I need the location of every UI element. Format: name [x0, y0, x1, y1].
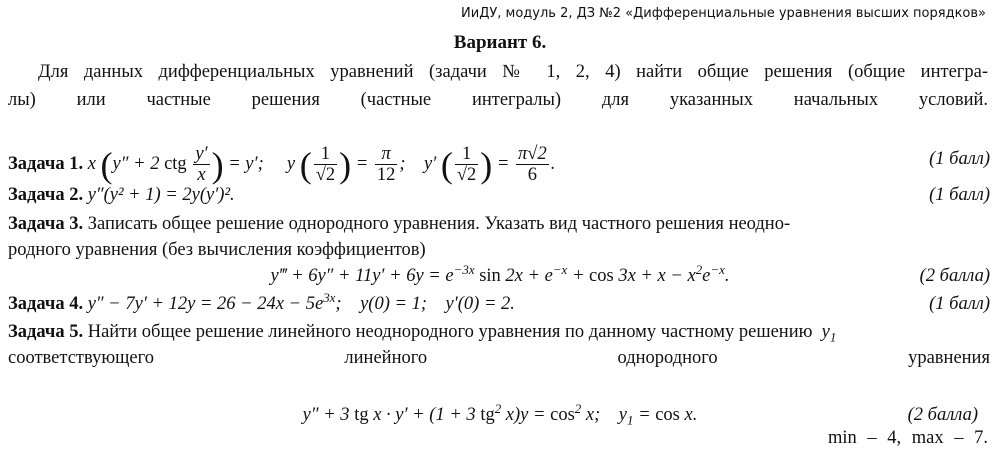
- task-4-equation: $y'' - 7y' + 12y = 26 - 24x - 5e^{3x}$; y(0) = 1; y′(0) = 2.: [87, 289, 515, 314]
- task-2-equation: y″(y² + 1) = 2y(y′)².: [87, 185, 235, 205]
- task-3-text-1: Записать общее решение однородного уравнения. Указать вид частного решения неодно-: [87, 214, 791, 234]
- task-2-points: (1 балл): [929, 185, 990, 205]
- task-5-text-2: [8, 348, 990, 369]
- task-1-label: Задача 1.: [8, 153, 84, 174]
- task-5-equation: y″ + 3 tg x · y′ + (1 + 3 $tg^2$ $x)y = \cos^2 x$; $y_1 = \cos x$.: [302, 400, 698, 428]
- task-3-label: Задача 3.: [8, 214, 84, 234]
- task-5-points: (2 балла): [907, 405, 978, 425]
- page-header: ИиДУ, модуль 2, ДЗ №2 «Дифференциальные уравнения высших порядков»: [461, 6, 986, 21]
- score-range: min – 4, max – 7.: [827, 428, 988, 448]
- intro-text: [8, 58, 988, 114]
- task-1-points: (1 балл): [929, 149, 990, 169]
- task-4-points: (1 балл): [929, 294, 990, 314]
- task-3-text-2: родного уравнения (без вычисления коэффициентов): [8, 240, 426, 260]
- task-5-word-3: однородного: [617, 348, 718, 368]
- task-5: Задача 5. Найти общее решение линейного неоднородного уравнения по данному частному решению $y_1$: [8, 322, 837, 345]
- task-2: [8, 182, 990, 208]
- task-1: [8, 144, 990, 185]
- task-3-equation: y‴ + $6y'' + 11y' + 6y = e^{-3x}$ $\sin 2x + e^{-x} + \cos 3x + x - x^2e^{-x}$.: [270, 261, 730, 286]
- task-4-label: Задача 4.: [8, 294, 84, 314]
- task-5-word-1: соответствующего: [8, 348, 155, 368]
- task-3-points: (2 балла): [919, 266, 990, 286]
- task-1-equation: x (y″ + 2 ctg $\frac{y'}{x}$ ) = y′; y ( $\frac{1}{√2}$ ) = $\frac{\pi}{12}$ ; y′ ( $\frac{1}{√2}$ ) = $\frac{\pi√2}{6}$ .: [87, 144, 556, 185]
- intro-line-1: Для данных дифференциальных уравнений (задачи № 1, 2, 4) найти общие решения (общие интегра-: [38, 62, 988, 82]
- task-4: [8, 291, 990, 317]
- task-5-label: Задача 5.: [8, 322, 84, 342]
- task-5-word-2: линейного: [344, 348, 428, 368]
- intro-line-2: лы) или частные решения (частные интегралы) для указанных начальных условий.: [8, 90, 988, 110]
- task-5-text-1: Найти общее решение линейного неоднородного уравнения по данному частному решению: [87, 322, 813, 342]
- variant-title: Вариант 6.: [453, 32, 547, 53]
- task-2-label: Задача 2.: [8, 185, 84, 205]
- task-5-word-4: уравнения: [908, 348, 990, 368]
- task-3: [8, 211, 990, 263]
